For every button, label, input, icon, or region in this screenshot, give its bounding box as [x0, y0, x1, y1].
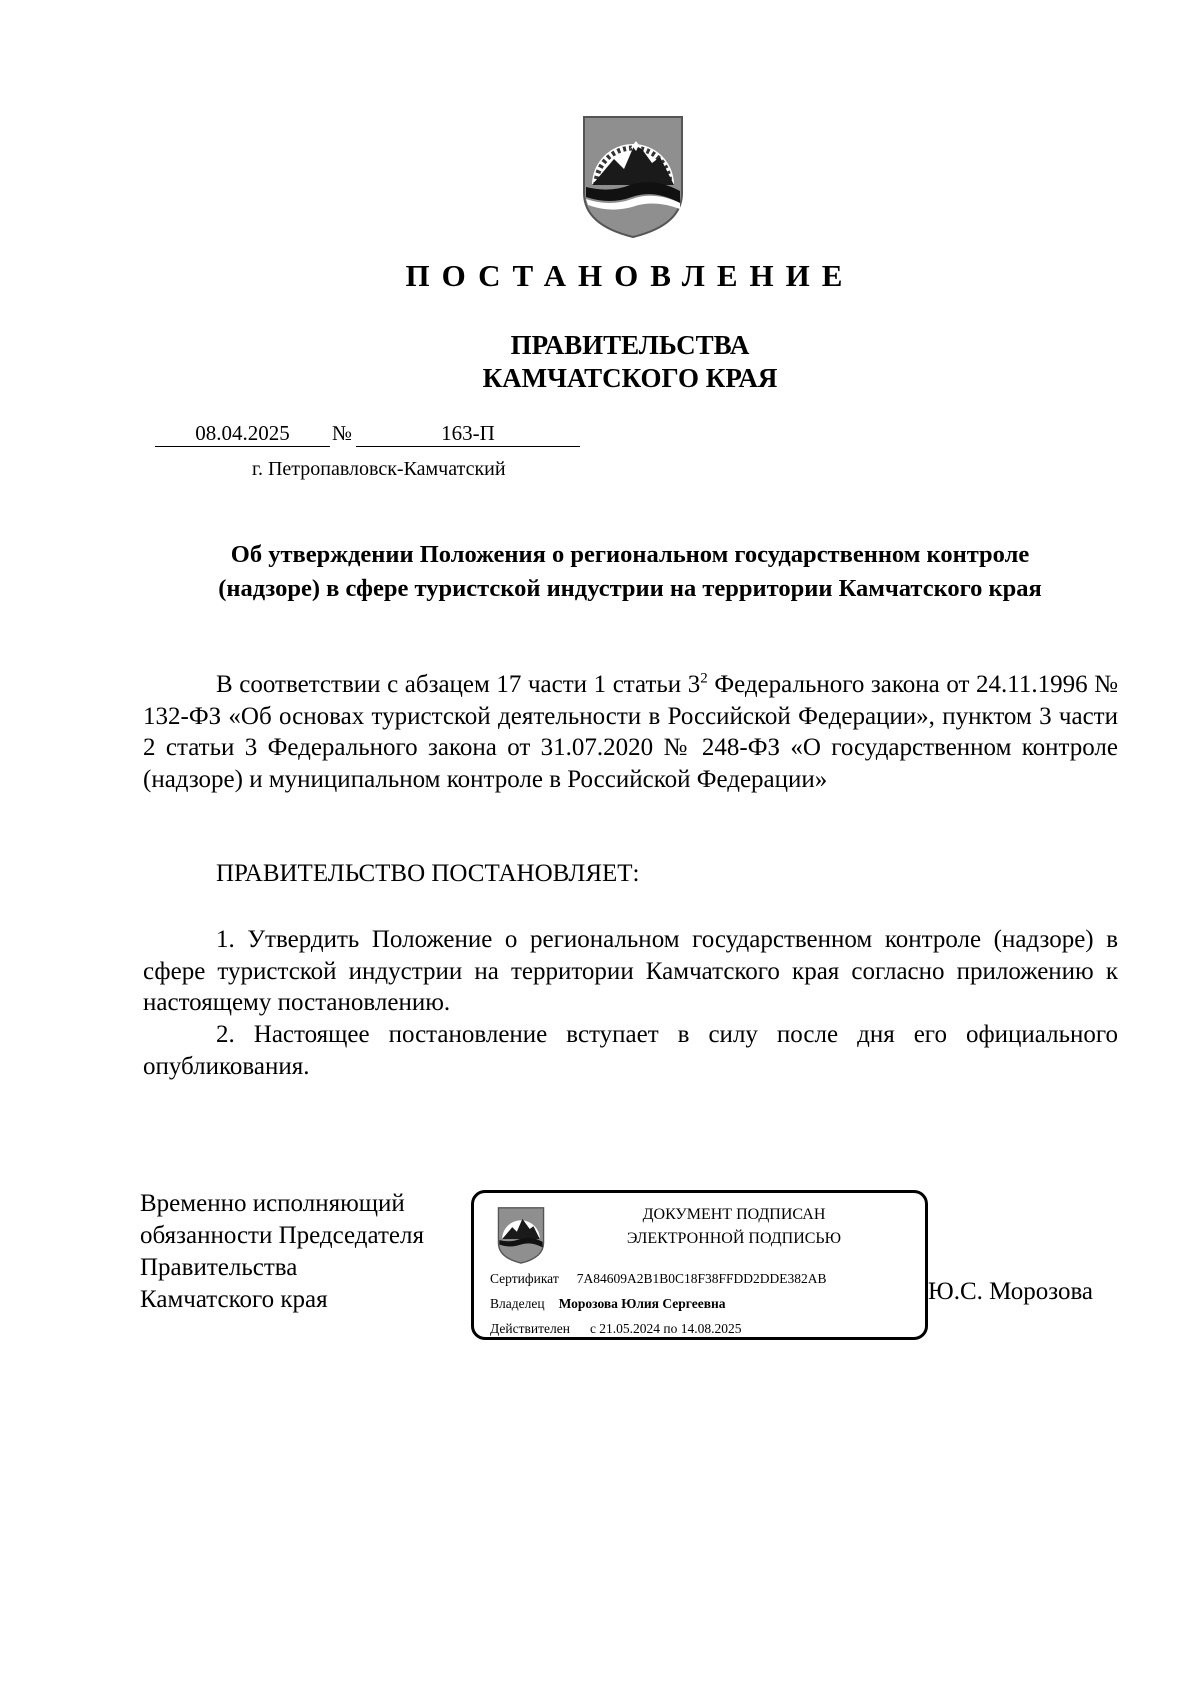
document-subject	[140, 538, 1120, 606]
stamp-emblem-icon	[496, 1206, 546, 1264]
signer-role-line-2: обязанности Председателя	[140, 1222, 424, 1249]
preamble-text-2: Федерального закона от 24.11.1996 № 132-ФЗ «Об основах туристской деятельности в Российской Федерации», пунктом 3 части 2 статьи 3 Федерального закона от 31.07.2020 № 248-ФЗ «О государственном контроле (надзоре) и муниципальном контроле в Российской Федерации»	[143, 671, 1118, 793]
decree-item-1: 1. Утвердить Положение о региональном государственном контроле (надзоре) в сфере туристской индустрии на территории Камчатского края согласно приложению к настоящему постановлению.	[143, 926, 1118, 1016]
stamp-certificate-label: Сертификат	[490, 1271, 559, 1286]
stamp-validity-label: Действителен	[490, 1321, 570, 1336]
decree-heading: ПРАВИТЕЛЬСТВО ПОСТАНОВЛЯЕТ:	[216, 860, 640, 887]
stamp-certificate-value: 7A84609A2B1B0C18F38FFDD2DDE382AB	[576, 1271, 827, 1286]
document-type-title: ПОСТАНОВЛЕНИЕ	[405, 258, 855, 293]
subject-line-1: Об утверждении Положения о региональном государственном контроле	[230, 541, 1030, 568]
signer-role	[140, 1188, 424, 1316]
stamp-validity-row	[490, 1321, 742, 1337]
stamp-title-line-2: ЭЛЕКТРОННОЙ ПОДПИСЬЮ	[626, 1230, 842, 1247]
preamble-paragraph	[143, 669, 1118, 795]
issuer-line-2: КАМЧАТСКОГО КРАЯ	[482, 363, 778, 393]
signer-name: Ю.С. Морозова	[928, 1278, 1094, 1305]
stamp-owner-row	[490, 1296, 726, 1312]
coat-of-arms-icon	[580, 113, 686, 239]
subject-line-2: (надзоре) в сфере туристской индустрии на территории Камчатского края	[218, 575, 1042, 602]
stamp-owner-label: Владелец	[490, 1296, 545, 1311]
stamp-title-line-1: ДОКУМЕНТ ПОДПИСАН	[642, 1206, 826, 1223]
stamp-title	[554, 1203, 914, 1251]
document-date: 08.04.2025	[155, 420, 330, 447]
signer-role-line-1: Временно исполняющий	[140, 1190, 405, 1217]
stamp-certificate-row	[490, 1271, 827, 1287]
electronic-signature-stamp	[471, 1190, 928, 1340]
document-city: г. Петропавловск-Камчатский	[252, 458, 506, 480]
number-sign: №	[332, 421, 353, 445]
stamp-validity-value: с 21.05.2024 по 14.08.2025	[589, 1321, 742, 1336]
decree-item-2: 2. Настоящее постановление вступает в силу после дня его официального опубликования.	[143, 1021, 1118, 1080]
document-number: 163-П	[356, 420, 580, 447]
preamble-text-1: В соответствии с абзацем 17 части 1 статьи 3	[216, 671, 701, 698]
preamble-superscript: 2	[700, 670, 708, 687]
signer-role-line-3: Правительства	[140, 1254, 298, 1281]
signer-role-line-4: Камчатского края	[140, 1286, 328, 1313]
stamp-owner-value: Морозова Юлия Сергеевна	[558, 1296, 726, 1311]
issuer-line-1: ПРАВИТЕЛЬСТВА	[510, 330, 750, 360]
